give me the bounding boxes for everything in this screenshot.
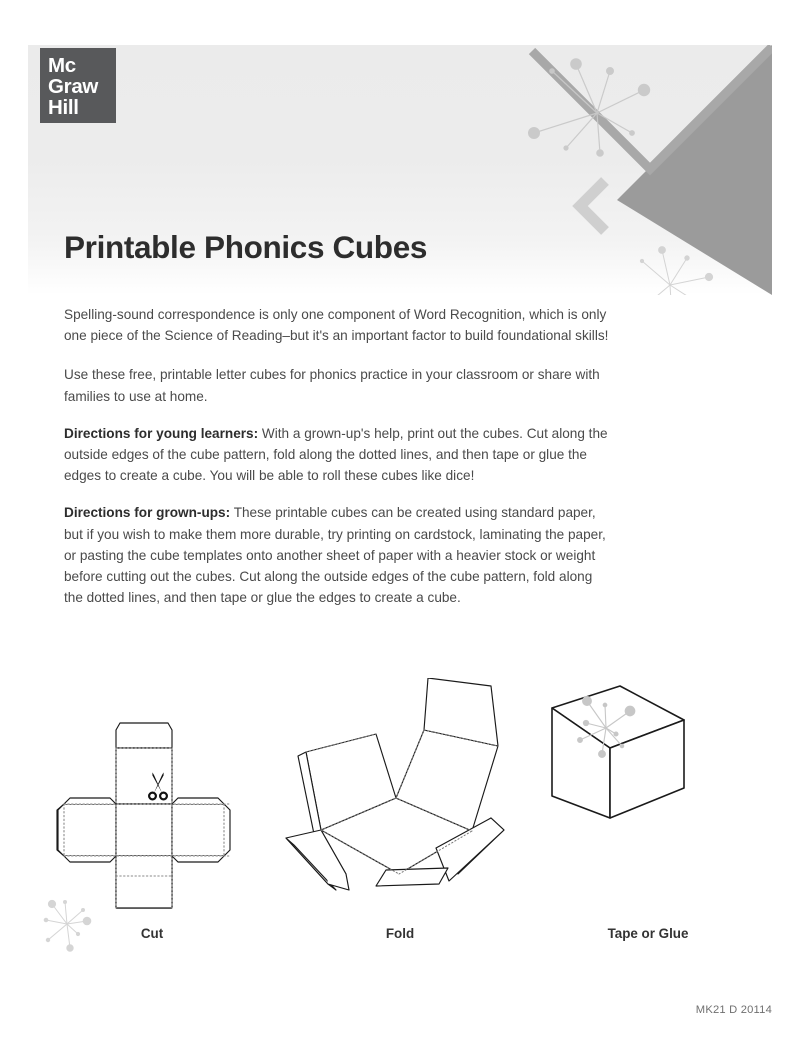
paragraph-text: With a grown-up's help, print out the cubes. Cut along the outside edges of the cube pattern, fold along the dotted lines, and then tape or glue the edges to create a cube. You will be able to roll these cubes like dice! bbox=[64, 425, 608, 484]
header-triangle bbox=[617, 45, 772, 295]
paragraph-grown-ups bbox=[64, 502, 609, 608]
footer-product-code: MK21 D 20114 bbox=[695, 1004, 772, 1016]
cube-net-illustration bbox=[28, 678, 276, 933]
net-right-notch-bottom bbox=[172, 856, 224, 862]
paragraph-text: These printable cubes can be created using standard paper, but if you wish to make them more durable, try printing on cardstock, laminating the paper, or pasting the cube templates onto another sheet of paper with a heavier stock or weight before cutting out the cubes. Cut along the outside edges of the cube pattern, fold along the dotted lines, and then tape or glue the edges to create a cube. bbox=[64, 505, 606, 606]
net-face-left bbox=[58, 804, 116, 856]
header-corner-outline bbox=[532, 47, 772, 169]
logo-line-3: Hill bbox=[48, 96, 79, 119]
starburst-icon bbox=[529, 59, 650, 156]
paragraph-intro bbox=[64, 304, 609, 346]
paragraph-lead: Directions for young learners: bbox=[64, 425, 259, 441]
step-cut bbox=[28, 678, 276, 978]
starburst-icon bbox=[640, 247, 712, 295]
net-face-center bbox=[116, 804, 172, 856]
mcgraw-hill-logo bbox=[40, 48, 116, 123]
logo-line-2: Graw bbox=[48, 75, 99, 98]
paragraph-usage bbox=[64, 364, 609, 406]
paragraph-young-learners bbox=[64, 423, 609, 487]
step-caption-tape-or-glue: Tape or Glue bbox=[607, 926, 689, 941]
page-title: Printable Phonics Cubes bbox=[64, 229, 428, 265]
assembled-cube-illustration bbox=[524, 678, 772, 933]
net-top-tab bbox=[116, 723, 172, 748]
step-tape-or-glue bbox=[524, 678, 772, 978]
net-left-notch-bottom bbox=[64, 856, 116, 862]
instruction-steps bbox=[28, 678, 772, 978]
header-decorative-art bbox=[522, 45, 772, 295]
body-copy bbox=[64, 304, 609, 626]
logo-line-1: Mc bbox=[48, 54, 76, 77]
step-caption-cut: Cut bbox=[140, 926, 164, 941]
paragraph-text: Spelling-sound correspondence is only one component of Word Recognition, which is only one piece of the Science of Reading–but it's an important factor to build foundational skills! bbox=[64, 307, 609, 344]
net-face-top bbox=[116, 748, 172, 804]
step-fold bbox=[276, 678, 524, 978]
net-bottom-edge bbox=[116, 856, 172, 908]
net-right-notch-top bbox=[172, 798, 224, 804]
net-left-notch-top bbox=[64, 798, 116, 804]
folded-cube-illustration bbox=[276, 678, 524, 933]
net-face-right bbox=[172, 804, 230, 856]
paragraph-text: Use these free, printable letter cubes for phonics practice in your classroom or share with families to use at home. bbox=[64, 367, 600, 404]
fold-face-front-bottom bbox=[376, 868, 448, 886]
header-chevron-icon bbox=[580, 181, 605, 231]
paragraph-lead: Directions for grown-ups: bbox=[64, 505, 231, 521]
step-caption-fold: Fold bbox=[385, 926, 415, 941]
